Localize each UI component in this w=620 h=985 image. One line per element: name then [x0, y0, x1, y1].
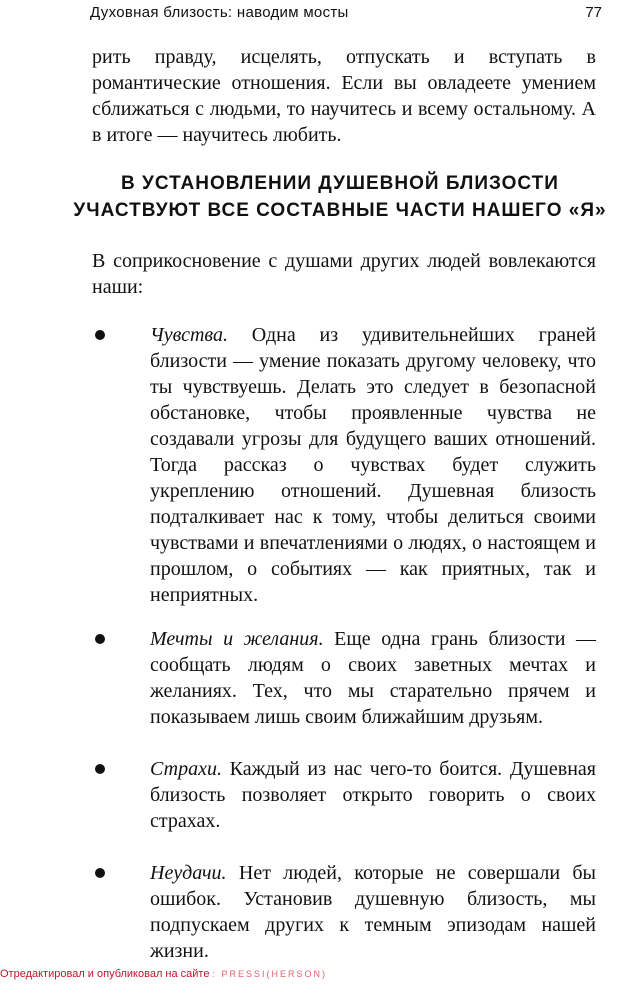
footer-credit-text: Отредактировал и опубликовал на сайте — [0, 968, 210, 980]
bullet-body: Одна из удивительнейших граней близости — умение показать другому человеку, что ты чувствуешь. Делать это следует в безопасной обстановке, чтобы проявленные чувства не создавали угрозы для будущего ваших отношений. Тогда рассказ о чувствах будет служить укреплению отношений. Душевная близость подталкивает нас к тому, чтобы делиться своими чувствами и впечатлениями о людях, о настоящем и прошлом, о событиях — как приятных, так и неприятных. — [150, 324, 596, 606]
section-heading — [70, 170, 610, 224]
bullet-term: Чувства. — [150, 324, 228, 346]
bullet-term: Мечты и желания. — [150, 628, 324, 650]
bullet-text — [122, 756, 596, 834]
running-title: Духовная близость: наводим мосты — [90, 4, 349, 21]
bullet-dot-icon — [95, 764, 105, 774]
intro-paragraph: В соприкосновение с душами других людей вовлекаются наши: — [92, 250, 596, 298]
bullet-dot-icon — [95, 868, 105, 878]
footer-credit — [0, 968, 327, 980]
bullet-term: Неудачи. — [150, 862, 227, 884]
page-number: 77 — [585, 4, 602, 21]
bullet-dot-icon — [95, 634, 105, 644]
bullet-text — [122, 626, 596, 730]
continued-paragraph: рить правду, исцелять, отпускать и вступать в романтические отношения. Если вы овладеете умением сближаться с людьми, то научитесь и всему остальному. А в итоге — научитесь любить. — [92, 46, 596, 146]
bullet-text — [122, 322, 596, 608]
bullet-item-failures — [122, 860, 596, 964]
footer-logo: : PRESSI(HERSON) — [212, 969, 327, 979]
bullet-body: Еще одна грань близости — сообщать людям о своих заветных мечтах и желаниях. Тех, что мы старательно прячем и показываем лишь своим ближайшим друзьям. — [150, 628, 596, 728]
bullet-item-dreams — [122, 626, 596, 730]
bullet-term: Страхи. — [150, 758, 222, 780]
bullet-item-fears — [122, 756, 596, 834]
bullet-body: Каждый из нас чего-то боится. Душевная близость позволяет открыто говорить о своих страхах. — [150, 758, 596, 832]
bullet-item-feelings — [122, 322, 596, 608]
bullet-dot-icon — [95, 330, 105, 340]
section-heading-line-1: В УСТАНОВЛЕНИИ ДУШЕВНОЙ БЛИЗОСТИ — [121, 173, 559, 194]
bullet-text — [122, 860, 596, 964]
bullet-body: Нет людей, которые не совершали бы ошибок. Установив душевную близость, мы подпускаем других к темным эпизодам нашей жизни. — [150, 862, 596, 962]
section-heading-line-2: УЧАСТВУЮТ ВСЕ СОСТАВНЫЕ ЧАСТИ НАШЕГО «Я» — [73, 200, 607, 221]
